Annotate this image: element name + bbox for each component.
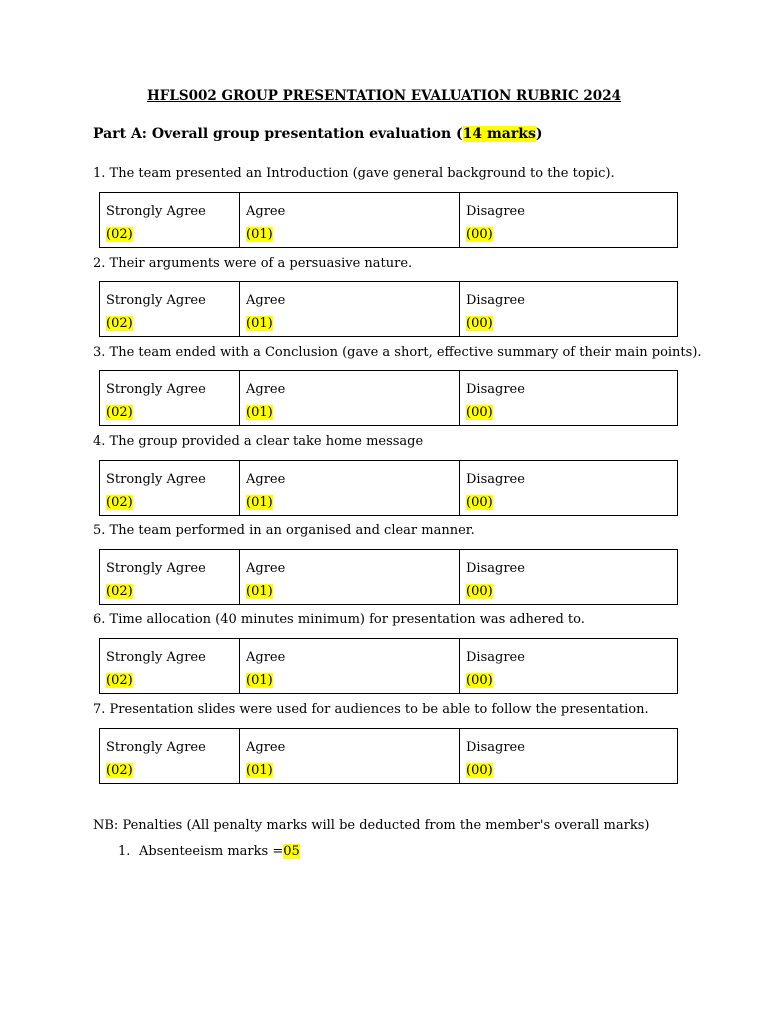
question-5: 5. The team performed in an organised and clear manner. [93,523,475,538]
option-score: (02) [106,227,133,242]
disagree-option[interactable] [460,282,678,337]
option-label: Strongly Agree [106,740,206,755]
question-7: 7. Presentation slides were used for audiences to be able to follow the presentation. [93,702,649,717]
option-score: (02) [106,763,133,778]
option-score: (00) [466,673,493,688]
disagree-option[interactable] [460,729,678,784]
question-3: 3. The team ended with a Conclusion (gave a short, effective summary of their main points). [93,345,702,360]
option-score: (01) [246,316,273,331]
agree-option[interactable] [240,550,460,605]
document-title: HFLS002 GROUP PRESENTATION EVALUATION RUBRIC 2024 [147,88,621,104]
option-score: (00) [466,405,493,420]
option-score: (01) [246,227,273,242]
disagree-option[interactable] [460,550,678,605]
strongly-agree-option[interactable] [100,282,240,337]
question-1: 1. The team presented an Introduction (gave general background to the topic). [93,166,615,181]
option-label: Strongly Agree [106,293,206,308]
option-score: (01) [246,495,273,510]
rating-table-6 [99,638,678,694]
rating-table-7 [99,728,678,784]
option-label: Disagree [466,561,525,576]
part-a-heading [93,126,542,142]
agree-option[interactable] [240,193,460,248]
agree-option[interactable] [240,282,460,337]
option-label: Disagree [466,740,525,755]
option-score: (00) [466,227,493,242]
option-score: (00) [466,316,493,331]
option-label: Disagree [466,293,525,308]
option-score: (02) [106,673,133,688]
strongly-agree-option[interactable] [100,193,240,248]
rating-table-4 [99,460,678,516]
option-score: (01) [246,405,273,420]
option-score: (00) [466,495,493,510]
option-score: (02) [106,584,133,599]
question-6: 6. Time allocation (40 minutes minimum) for presentation was adhered to. [93,612,585,627]
option-score: (02) [106,316,133,331]
option-label: Disagree [466,650,525,665]
agree-option[interactable] [240,371,460,426]
option-score: (00) [466,763,493,778]
option-score: (00) [466,584,493,599]
agree-option[interactable] [240,461,460,516]
strongly-agree-option[interactable] [100,639,240,694]
option-score: (02) [106,495,133,510]
option-score: (02) [106,405,133,420]
agree-option[interactable] [240,639,460,694]
penalty-label: Absenteeism marks = [139,844,284,859]
option-label: Strongly Agree [106,650,206,665]
rating-table-2 [99,281,678,337]
option-label: Agree [246,472,286,487]
part-a-heading-suffix: ) [535,126,543,142]
option-label: Strongly Agree [106,204,206,219]
option-score: (01) [246,763,273,778]
option-label: Strongly Agree [106,561,206,576]
option-label: Agree [246,204,286,219]
strongly-agree-option[interactable] [100,550,240,605]
option-label: Agree [246,561,286,576]
option-label: Agree [246,382,286,397]
penalty-item [118,844,300,859]
strongly-agree-option[interactable] [100,729,240,784]
option-label: Strongly Agree [106,382,206,397]
penalties-note: NB: Penalties (All penalty marks will be deducted from the member's overall marks) [93,818,650,833]
strongly-agree-option[interactable] [100,461,240,516]
question-2: 2. Their arguments were of a persuasive nature. [93,256,413,271]
rating-table-5 [99,549,678,605]
option-label: Strongly Agree [106,472,206,487]
disagree-option[interactable] [460,193,678,248]
rating-table-3 [99,370,678,426]
disagree-option[interactable] [460,371,678,426]
option-label: Agree [246,650,286,665]
part-a-total-marks: 14 marks [462,126,536,142]
option-score: (01) [246,584,273,599]
option-label: Disagree [466,472,525,487]
agree-option[interactable] [240,729,460,784]
penalty-number: 1. [118,844,131,859]
option-label: Agree [246,740,286,755]
option-label: Disagree [466,382,525,397]
rating-table-1 [99,192,678,248]
part-a-heading-prefix: Part A: Overall group presentation evaluation ( [93,126,463,142]
option-label: Agree [246,293,286,308]
option-score: (01) [246,673,273,688]
strongly-agree-option[interactable] [100,371,240,426]
disagree-option[interactable] [460,639,678,694]
option-label: Disagree [466,204,525,219]
question-4: 4. The group provided a clear take home message [93,434,424,449]
penalty-value: 05 [283,844,300,859]
disagree-option[interactable] [460,461,678,516]
